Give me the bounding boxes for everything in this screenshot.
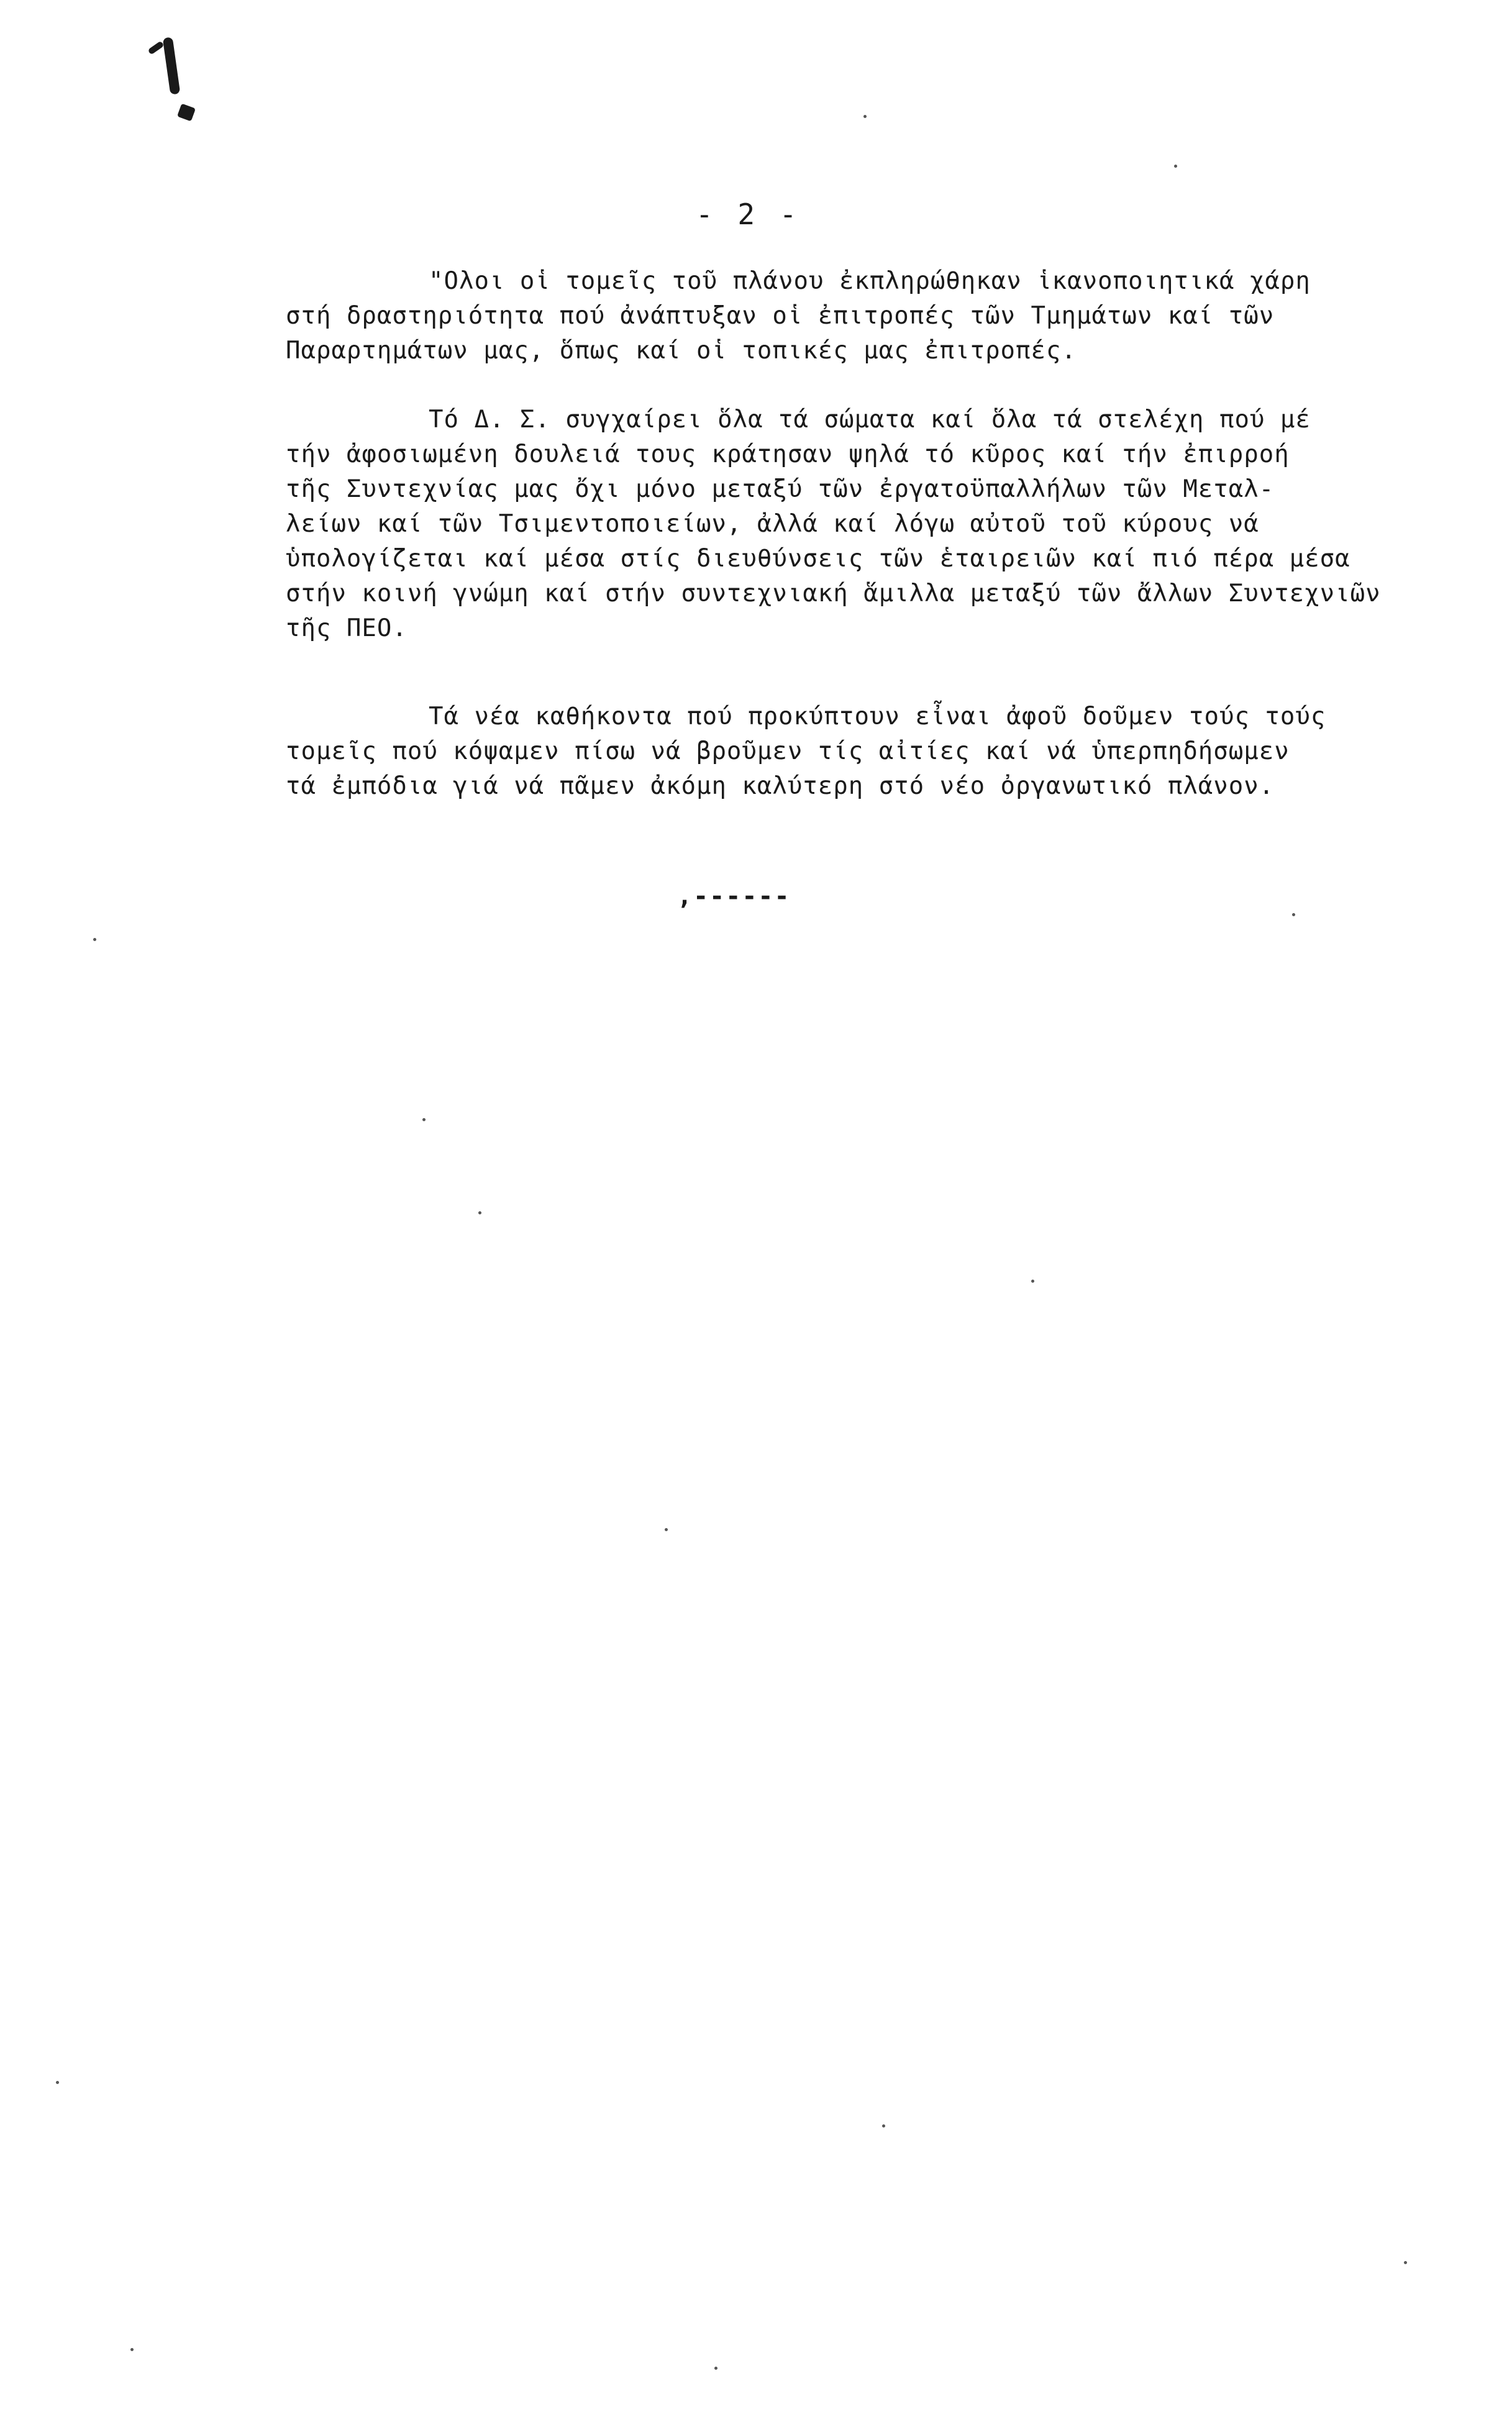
paragraph-3	[286, 699, 1326, 804]
scan-speck	[863, 115, 867, 118]
text-line: στήν κοινή γνώμη καί στήν συντεχνιακή ἅμιλλα μεταξύ τῶν ἄλλων Συντεχνιῶν	[286, 580, 1381, 608]
text-line: στή δραστηριότητα πού ἀνάπτυξαν οἱ ἐπιτροπές τῶν Τμημάτων καί τῶν	[286, 302, 1275, 330]
text-line: Παραρτημάτων μας, ὅπως καί οἱ τοπικές μας ἐπιτροπές.	[286, 337, 1077, 365]
paragraph-2	[286, 403, 1381, 646]
scan-speck	[882, 2124, 885, 2128]
scan-speck	[1031, 1280, 1034, 1283]
scan-speck	[1174, 165, 1177, 168]
scan-speck	[422, 1118, 426, 1121]
text-line: Τά νέα καθήκοντα πού προκύπτουν εἶναι ἀφοῦ δοῦμεν τούς τούς	[429, 703, 1326, 730]
scan-speck	[56, 2081, 59, 2084]
text-line: ὑπολογίζεται καί μέσα στίς διευθύνσεις τῶν ἑταιρειῶν καί πιό πέρα μέσα	[286, 545, 1350, 573]
scan-speck	[714, 2367, 717, 2370]
scan-speck	[478, 1211, 481, 1214]
scan-speck	[1404, 2261, 1407, 2264]
scan-speck	[665, 1528, 668, 1531]
text-line: "Ολοι οἱ τομεῖς τοῦ πλάνου ἐκπληρώθηκαν ἱκανοποιητικά χάρη	[429, 267, 1311, 295]
scan-speck	[130, 2348, 134, 2351]
text-line: τομεῖς πού κόψαμεν πίσω νά βροῦμεν τίς αἰτίες καί νά ὑπερπηδήσωμεν	[286, 737, 1290, 765]
end-of-text-mark: ,------	[677, 882, 791, 911]
page-number: - 2 -	[696, 198, 801, 231]
handwritten-mark	[163, 37, 181, 94]
text-line: τῆς Συντεχνίας μας ὄχι μόνο μεταξύ τῶν ἐργατοϋπαλλήλων τῶν Μεταλ-	[286, 475, 1275, 503]
text-line: τῆς ΠΕΟ.	[286, 614, 408, 642]
paragraph-1	[286, 264, 1311, 368]
text-line: Τό Δ. Σ. συγχαίρει ὅλα τά σώματα καί ὅλα τά στελέχη πού μέ	[429, 406, 1311, 434]
text-line: τά ἐμπόδια γιά νά πᾶμεν ἀκόμη καλύτερη στό νέο ὀργανωτικό πλάνον.	[286, 772, 1275, 800]
text-line: λείων καί τῶν Τσιμεντοποιείων, ἀλλά καί λόγω αὐτοῦ τοῦ κύρους νά	[286, 510, 1259, 538]
handwritten-mark	[177, 104, 196, 122]
scan-speck	[1292, 913, 1295, 916]
scan-speck	[93, 938, 96, 941]
text-line: τήν ἀφοσιωμένη δουλειά τους κράτησαν ψηλά τό κῦρος καί τήν ἐπιρροή	[286, 440, 1290, 468]
handwritten-mark	[147, 40, 164, 55]
